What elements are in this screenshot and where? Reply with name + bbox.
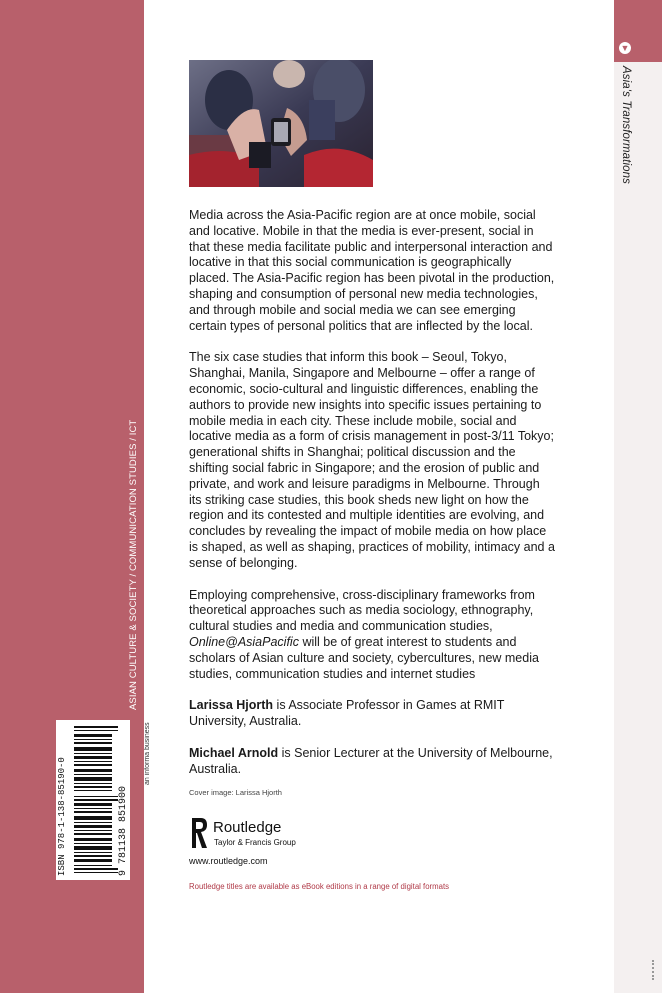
isbn-number: ISBN 978-1-138-85190-0 — [57, 757, 67, 876]
book-title: Online@AsiaPacific — [189, 634, 299, 649]
ebook-note: Routledge titles are available as eBook editions in a range of digital formats — [189, 882, 450, 891]
blurb-paragraph: The six case studies that inform this book – Seoul, Tokyo, Shanghai, Manila, Singapore and Melbourne – offer a range of economic, socio-cultural and linguistic differences, enabling the authors to provide new insights into specific issues pertaining to mobile media in each city. These include mobile, social and locative media as a form of crisis management in post-3/11 Tokyo; generational shifts in Shanghai; political discussion and the shifting social fabric in Singapore; and the erosion of public and private, and work and leisure paradigms in Melbourne. Through its striking case studies, this book sheds new light on how the region and its contested and multiple identities are evolving, and concludes by revealing the impact of mobile media on how place is shaped, as well as shaping, practices of mobility, intimacy and a sense of belonging. — [189, 350, 555, 570]
subject-category: ASIAN CULTURE & SOCIETY / COMMUNICATION STUDIES / ICT — [128, 419, 139, 710]
routledge-logo-icon — [189, 816, 209, 850]
back-cover-text — [189, 208, 555, 794]
author-name: Larissa Hjorth — [189, 698, 274, 713]
author-description: is Associate Professor in Games at RMIT University, Australia. — [189, 698, 505, 729]
author-description: is Senior Lecturer at the University of Melbourne, Australia. — [189, 745, 553, 776]
spine-mark — [652, 960, 660, 980]
cover-credit: Cover image: Larissa Hjorth — [189, 788, 282, 797]
blurb-text: will be of great interest to students and scholars of Asian culture and society, cybercultures, new media studies, communication studies and internet studies — [189, 634, 539, 681]
author-name: Michael Arnold — [189, 745, 279, 760]
barcode-number: 9 781138 851900 — [118, 785, 129, 876]
series-title: Asia's Transformations — [620, 66, 632, 184]
blurb-paragraph: Media across the Asia-Pacific region are at once mobile, social and locative. Mobile in that the media is ever-present, social in that these media facilitate public and interpersonal interaction and locative in that this social communication is geographically placed. The Asia-Pacific region has been pivotal in the production, shaping and consumption of personal new media technologies, and through mobile and social media we can see emerging certain types of personal politics that are inflected by the local. — [189, 208, 555, 333]
publisher-note: an informa business — [144, 722, 151, 785]
series-logo-icon: ▼ — [620, 43, 630, 53]
blurb-text: Employing comprehensive, cross-disciplinary frameworks from theoretical approaches such as media sociology, ethnography, cultural studies and media and communication studies, — [189, 587, 535, 634]
publisher-url: www.routledge.com — [189, 856, 268, 866]
publisher-name: Routledge — [213, 819, 282, 836]
cover-photo — [189, 60, 373, 187]
author-bio — [189, 698, 555, 730]
author-bio — [189, 746, 555, 778]
blurb-paragraph — [189, 588, 555, 683]
barcode-icon — [74, 726, 118, 876]
publisher-group: Taylor & Francis Group — [214, 838, 296, 847]
